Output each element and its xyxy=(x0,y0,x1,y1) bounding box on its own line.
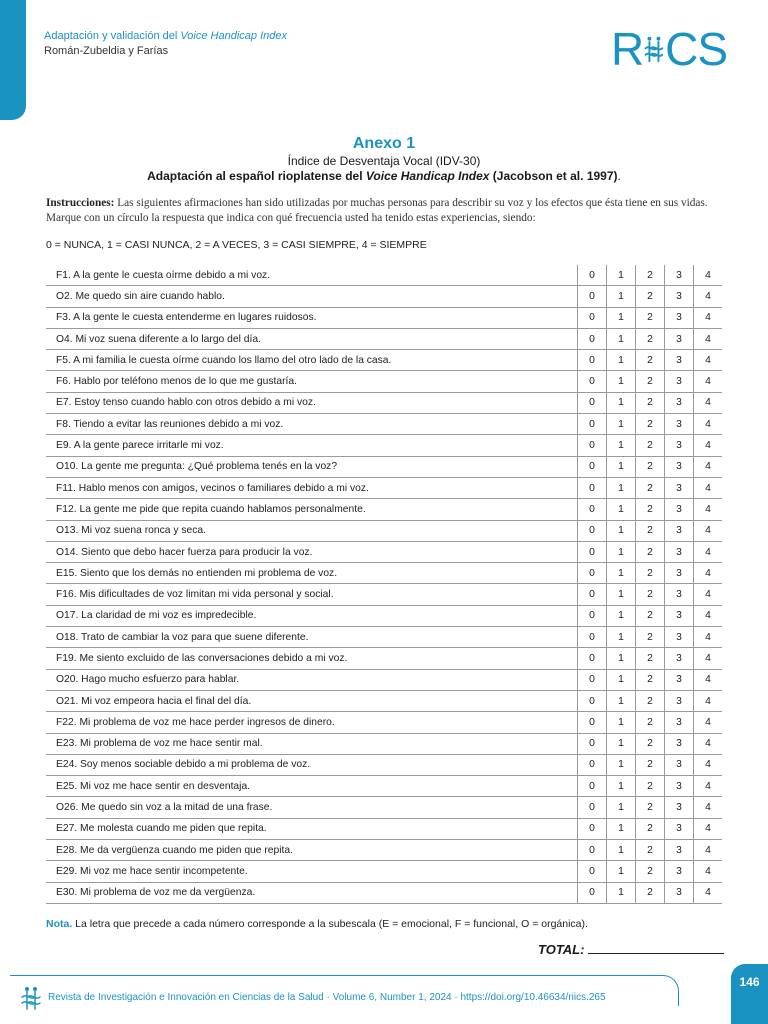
table-row xyxy=(46,797,722,818)
table-row xyxy=(46,776,722,797)
left-accent-bar xyxy=(0,0,26,120)
table-row xyxy=(46,882,722,903)
response-option-3[interactable]: 3 xyxy=(665,882,694,903)
total-blank-line[interactable] xyxy=(588,940,724,954)
response-option-3[interactable]: 3 xyxy=(665,371,694,392)
response-option-1[interactable]: 1 xyxy=(607,541,636,562)
instructions-paragraph: Instrucciones: Las siguientes afirmaciones han sido utilizadas por muchas personas para describir su voz y los efectos que ésta tiene en sus vidas. Marque con un círculo la respuesta que indica con qué frecuencia usted ha tenido estas experiencias, siendo: xyxy=(46,197,708,224)
response-option-2[interactable]: 2 xyxy=(636,797,665,818)
item-question: E28. Me da vergüenza cuando me piden que repita. xyxy=(46,840,578,861)
annex-title: Anexo 1 xyxy=(352,135,416,152)
response-option-4[interactable]: 4 xyxy=(694,712,723,733)
item-question: E25. Mi voz me hace sentir en desventaja. xyxy=(46,776,578,797)
response-option-2[interactable]: 2 xyxy=(636,541,665,562)
response-option-0[interactable]: 0 xyxy=(578,286,607,307)
response-option-0[interactable]: 0 xyxy=(578,350,607,371)
response-option-4[interactable]: 4 xyxy=(694,477,723,498)
response-option-3[interactable]: 3 xyxy=(665,627,694,648)
response-option-3[interactable]: 3 xyxy=(665,584,694,605)
response-option-1[interactable]: 1 xyxy=(607,733,636,754)
response-option-4[interactable]: 4 xyxy=(694,861,723,882)
response-option-2[interactable]: 2 xyxy=(636,563,665,584)
response-option-1[interactable]: 1 xyxy=(607,882,636,903)
table-row xyxy=(46,563,722,584)
table-row xyxy=(46,392,722,413)
response-option-1[interactable]: 1 xyxy=(607,328,636,349)
item-question: O21. Mi voz empeora hacia el final del día. xyxy=(46,690,578,711)
table-row xyxy=(46,669,722,690)
response-option-2[interactable]: 2 xyxy=(636,477,665,498)
item-question: O10. La gente me pregunta: ¿Qué problema tenés en la voz? xyxy=(46,456,578,477)
response-option-0[interactable]: 0 xyxy=(578,265,607,286)
logo-letter-r: R xyxy=(611,23,644,75)
response-option-4[interactable]: 4 xyxy=(694,286,723,307)
table-row xyxy=(46,712,722,733)
table-row xyxy=(46,818,722,839)
table-row xyxy=(46,414,722,435)
response-option-4[interactable]: 4 xyxy=(694,520,723,541)
response-option-4[interactable]: 4 xyxy=(694,541,723,562)
item-question: O18. Trato de cambiar la voz para que suene diferente. xyxy=(46,627,578,648)
caduceus-icon xyxy=(20,986,42,1010)
response-option-2[interactable]: 2 xyxy=(636,499,665,520)
item-question: O17. La claridad de mi voz es impredecible. xyxy=(46,605,578,626)
response-option-3[interactable]: 3 xyxy=(665,499,694,520)
response-option-0[interactable]: 0 xyxy=(578,605,607,626)
table-row xyxy=(46,435,722,456)
item-question: F1. A la gente le cuesta oírme debido a mi voz. xyxy=(46,265,578,286)
item-question: F22. Mi problema de voz me hace perder ingresos de dinero. xyxy=(46,712,578,733)
response-option-0[interactable]: 0 xyxy=(578,456,607,477)
table-row xyxy=(46,328,722,349)
running-header-title: Adaptación y validación del Voice Handicap Index xyxy=(44,30,287,42)
response-option-1[interactable]: 1 xyxy=(607,520,636,541)
table-row xyxy=(46,733,722,754)
response-option-4[interactable]: 4 xyxy=(694,627,723,648)
response-option-1[interactable]: 1 xyxy=(607,477,636,498)
footer-citation: Revista de Investigación e Innovación en Ciencias de la Salud · Volume 6, Number 1, 2024 · https://doi.org/10.46634/riics.265 xyxy=(48,992,606,1003)
table-row xyxy=(46,477,722,498)
response-option-0[interactable]: 0 xyxy=(578,563,607,584)
item-question: E30. Mi problema de voz me da vergüenza. xyxy=(46,882,578,903)
response-option-0[interactable]: 0 xyxy=(578,754,607,775)
response-option-3[interactable]: 3 xyxy=(665,456,694,477)
item-question: E23. Mi problema de voz me hace sentir mal. xyxy=(46,733,578,754)
response-option-2[interactable]: 2 xyxy=(636,286,665,307)
response-option-2[interactable]: 2 xyxy=(636,328,665,349)
response-option-2[interactable]: 2 xyxy=(636,392,665,413)
item-question: F12. La gente me pide que repita cuando hablamos personalmente. xyxy=(46,499,578,520)
response-option-4[interactable]: 4 xyxy=(694,776,723,797)
response-option-3[interactable]: 3 xyxy=(665,414,694,435)
response-option-0[interactable]: 0 xyxy=(578,627,607,648)
item-question: F6. Hablo por teléfono menos de lo que me gustaría. xyxy=(46,371,578,392)
response-option-4[interactable]: 4 xyxy=(694,584,723,605)
response-option-4[interactable]: 4 xyxy=(694,456,723,477)
response-option-1[interactable]: 1 xyxy=(607,648,636,669)
table-row xyxy=(46,605,722,626)
table-row xyxy=(46,307,722,328)
response-option-3[interactable]: 3 xyxy=(665,541,694,562)
response-option-1[interactable]: 1 xyxy=(607,818,636,839)
response-option-0[interactable]: 0 xyxy=(578,477,607,498)
table-row xyxy=(46,541,722,562)
table-row xyxy=(46,627,722,648)
response-option-1[interactable]: 1 xyxy=(607,265,636,286)
response-option-1[interactable]: 1 xyxy=(607,435,636,456)
response-option-3[interactable]: 3 xyxy=(665,328,694,349)
item-question: O13. Mi voz suena ronca y seca. xyxy=(46,520,578,541)
response-option-4[interactable]: 4 xyxy=(694,882,723,903)
response-option-2[interactable]: 2 xyxy=(636,605,665,626)
response-option-1[interactable]: 1 xyxy=(607,627,636,648)
response-option-4[interactable]: 4 xyxy=(694,328,723,349)
response-option-0[interactable]: 0 xyxy=(578,797,607,818)
response-option-1[interactable]: 1 xyxy=(607,584,636,605)
response-option-2[interactable]: 2 xyxy=(636,265,665,286)
response-option-4[interactable]: 4 xyxy=(694,499,723,520)
table-row xyxy=(46,350,722,371)
response-option-4[interactable]: 4 xyxy=(694,307,723,328)
response-option-4[interactable]: 4 xyxy=(694,435,723,456)
table-note: Nota. La letra que precede a cada número corresponde a la subescala (E = emocional, F = funcional, O = orgánica). xyxy=(46,918,588,930)
response-option-1[interactable]: 1 xyxy=(607,371,636,392)
table-row xyxy=(46,371,722,392)
table-row xyxy=(46,840,722,861)
item-question: F5. A mi familia le cuesta oírme cuando los llamo del otro lado de la casa. xyxy=(46,350,578,371)
response-option-0[interactable]: 0 xyxy=(578,669,607,690)
response-option-3[interactable]: 3 xyxy=(665,861,694,882)
response-option-0[interactable]: 0 xyxy=(578,328,607,349)
response-option-4[interactable]: 4 xyxy=(694,648,723,669)
response-option-3[interactable]: 3 xyxy=(665,840,694,861)
running-header-authors: Román-Zubeldia y Farías xyxy=(44,45,169,57)
response-option-3[interactable]: 3 xyxy=(665,776,694,797)
response-option-3[interactable]: 3 xyxy=(665,435,694,456)
response-option-2[interactable]: 2 xyxy=(636,861,665,882)
response-option-0[interactable]: 0 xyxy=(578,307,607,328)
response-option-2[interactable]: 2 xyxy=(636,669,665,690)
item-question: F19. Me siento excluido de las conversaciones debido a mi voz. xyxy=(46,648,578,669)
response-option-0[interactable]: 0 xyxy=(578,499,607,520)
response-option-1[interactable]: 1 xyxy=(607,605,636,626)
response-option-1[interactable]: 1 xyxy=(607,307,636,328)
response-scale-legend: 0 = NUNCA, 1 = CASI NUNCA, 2 = A VECES, 3 = CASI SIEMPRE, 4 = SIEMPRE xyxy=(46,239,427,251)
response-option-3[interactable]: 3 xyxy=(665,605,694,626)
table-row xyxy=(46,265,722,286)
response-option-2[interactable]: 2 xyxy=(636,882,665,903)
response-option-3[interactable]: 3 xyxy=(665,350,694,371)
response-option-1[interactable]: 1 xyxy=(607,754,636,775)
response-option-4[interactable]: 4 xyxy=(694,392,723,413)
response-option-4[interactable]: 4 xyxy=(694,265,723,286)
item-question: F8. Tiendo a evitar las reuniones debido a mi voz. xyxy=(46,414,578,435)
response-option-1[interactable]: 1 xyxy=(607,776,636,797)
response-option-3[interactable]: 3 xyxy=(665,754,694,775)
table-row xyxy=(46,648,722,669)
response-option-4[interactable]: 4 xyxy=(694,690,723,711)
response-option-2[interactable]: 2 xyxy=(636,818,665,839)
response-option-0[interactable]: 0 xyxy=(578,371,607,392)
item-question: E27. Me molesta cuando me piden que repita. xyxy=(46,818,578,839)
response-option-3[interactable]: 3 xyxy=(665,307,694,328)
response-option-3[interactable]: 3 xyxy=(665,712,694,733)
response-option-3[interactable]: 3 xyxy=(665,392,694,413)
response-option-2[interactable]: 2 xyxy=(636,584,665,605)
item-question: E9. A la gente parece irritarle mi voz. xyxy=(46,435,578,456)
total-score-field[interactable] xyxy=(538,940,724,957)
item-question: O20. Hago mucho esfuerzo para hablar. xyxy=(46,669,578,690)
response-option-3[interactable]: 3 xyxy=(665,818,694,839)
table-row xyxy=(46,499,722,520)
response-option-0[interactable]: 0 xyxy=(578,584,607,605)
response-option-3[interactable]: 3 xyxy=(665,286,694,307)
response-option-3[interactable]: 3 xyxy=(665,690,694,711)
response-option-2[interactable]: 2 xyxy=(636,754,665,775)
response-option-3[interactable]: 3 xyxy=(665,520,694,541)
response-option-2[interactable]: 2 xyxy=(636,520,665,541)
response-option-1[interactable]: 1 xyxy=(607,499,636,520)
item-question: F11. Hablo menos con amigos, vecinos o familiares debido a mi voz. xyxy=(46,477,578,498)
response-option-1[interactable]: 1 xyxy=(607,861,636,882)
response-option-0[interactable]: 0 xyxy=(578,882,607,903)
response-option-1[interactable]: 1 xyxy=(607,712,636,733)
response-option-2[interactable]: 2 xyxy=(636,307,665,328)
annex-subtitle: Índice de Desventaja Vocal (IDV-30) xyxy=(287,154,481,168)
table-row xyxy=(46,520,722,541)
response-option-4[interactable]: 4 xyxy=(694,733,723,754)
response-option-0[interactable]: 0 xyxy=(578,414,607,435)
table-row xyxy=(46,690,722,711)
journal-logo xyxy=(611,24,727,74)
response-option-4[interactable]: 4 xyxy=(694,754,723,775)
response-option-0[interactable]: 0 xyxy=(578,648,607,669)
response-option-1[interactable]: 1 xyxy=(607,669,636,690)
table-row xyxy=(46,861,722,882)
response-option-3[interactable]: 3 xyxy=(665,797,694,818)
annex-subtitle-2: Adaptación al español rioplatense del Voice Handicap Index (Jacobson et al. 1997). xyxy=(147,169,621,183)
response-option-3[interactable]: 3 xyxy=(665,648,694,669)
item-question: O2. Me quedo sin aire cuando hablo. xyxy=(46,286,578,307)
response-option-2[interactable]: 2 xyxy=(636,371,665,392)
response-option-4[interactable]: 4 xyxy=(694,414,723,435)
item-question: E7. Estoy tenso cuando hablo con otros debido a mi voz. xyxy=(46,392,578,413)
table-row xyxy=(46,754,722,775)
response-option-1[interactable]: 1 xyxy=(607,840,636,861)
response-option-0[interactable]: 0 xyxy=(578,861,607,882)
response-option-0[interactable]: 0 xyxy=(578,733,607,754)
page-number-tab xyxy=(731,964,768,1024)
table-row xyxy=(46,286,722,307)
response-option-2[interactable]: 2 xyxy=(636,627,665,648)
item-question: E15. Siento que los demás no entienden mi problema de voz. xyxy=(46,563,578,584)
table-row xyxy=(46,584,722,605)
response-option-2[interactable]: 2 xyxy=(636,712,665,733)
response-option-4[interactable]: 4 xyxy=(694,350,723,371)
response-option-1[interactable]: 1 xyxy=(607,286,636,307)
response-option-0[interactable]: 0 xyxy=(578,818,607,839)
response-option-4[interactable]: 4 xyxy=(694,371,723,392)
response-option-2[interactable]: 2 xyxy=(636,435,665,456)
response-option-1[interactable]: 1 xyxy=(607,797,636,818)
response-option-4[interactable]: 4 xyxy=(694,669,723,690)
response-option-0[interactable]: 0 xyxy=(578,712,607,733)
response-option-2[interactable]: 2 xyxy=(636,733,665,754)
response-option-1[interactable]: 1 xyxy=(607,350,636,371)
response-option-1[interactable]: 1 xyxy=(607,690,636,711)
response-option-3[interactable]: 3 xyxy=(665,669,694,690)
item-question: F16. Mis dificultades de voz limitan mi vida personal y social. xyxy=(46,584,578,605)
response-option-4[interactable]: 4 xyxy=(694,605,723,626)
response-option-0[interactable]: 0 xyxy=(578,690,607,711)
response-option-0[interactable]: 0 xyxy=(578,840,607,861)
response-option-1[interactable]: 1 xyxy=(607,456,636,477)
questionnaire-table xyxy=(46,265,722,904)
response-option-0[interactable]: 0 xyxy=(578,520,607,541)
response-option-2[interactable]: 2 xyxy=(636,414,665,435)
response-option-2[interactable]: 2 xyxy=(636,690,665,711)
response-option-4[interactable]: 4 xyxy=(694,840,723,861)
response-option-2[interactable]: 2 xyxy=(636,776,665,797)
item-question: E24. Soy menos sociable debido a mi problema de voz. xyxy=(46,754,578,775)
response-option-2[interactable]: 2 xyxy=(636,456,665,477)
response-option-4[interactable]: 4 xyxy=(694,818,723,839)
page-number: 146 xyxy=(739,975,760,989)
response-option-0[interactable]: 0 xyxy=(578,435,607,456)
logo-letters-cs: CS xyxy=(665,23,727,75)
total-label: TOTAL: xyxy=(538,942,585,957)
response-option-3[interactable]: 3 xyxy=(665,265,694,286)
instructions-label: Instrucciones: xyxy=(46,197,115,209)
item-question: O4. Mi voz suena diferente a lo largo del día. xyxy=(46,328,578,349)
response-option-2[interactable]: 2 xyxy=(636,840,665,861)
response-option-1[interactable]: 1 xyxy=(607,414,636,435)
response-option-2[interactable]: 2 xyxy=(636,648,665,669)
note-label: Nota. xyxy=(46,918,73,930)
response-option-3[interactable]: 3 xyxy=(665,563,694,584)
item-question: O26. Me quedo sin voz a la mitad de una frase. xyxy=(46,797,578,818)
table-row xyxy=(46,456,722,477)
response-option-4[interactable]: 4 xyxy=(694,563,723,584)
response-option-2[interactable]: 2 xyxy=(636,350,665,371)
item-question: F3. A la gente le cuesta entenderme en lugares ruidosos. xyxy=(46,307,578,328)
response-option-4[interactable]: 4 xyxy=(694,797,723,818)
response-option-3[interactable]: 3 xyxy=(665,733,694,754)
response-option-0[interactable]: 0 xyxy=(578,392,607,413)
response-option-1[interactable]: 1 xyxy=(607,392,636,413)
response-option-0[interactable]: 0 xyxy=(578,541,607,562)
caduceus-icon xyxy=(643,26,665,72)
item-question: E29. Mi voz me hace sentir incompetente. xyxy=(46,861,578,882)
item-question: O14. Siento que debo hacer fuerza para producir la voz. xyxy=(46,541,578,562)
response-option-1[interactable]: 1 xyxy=(607,563,636,584)
response-option-0[interactable]: 0 xyxy=(578,776,607,797)
response-option-3[interactable]: 3 xyxy=(665,477,694,498)
